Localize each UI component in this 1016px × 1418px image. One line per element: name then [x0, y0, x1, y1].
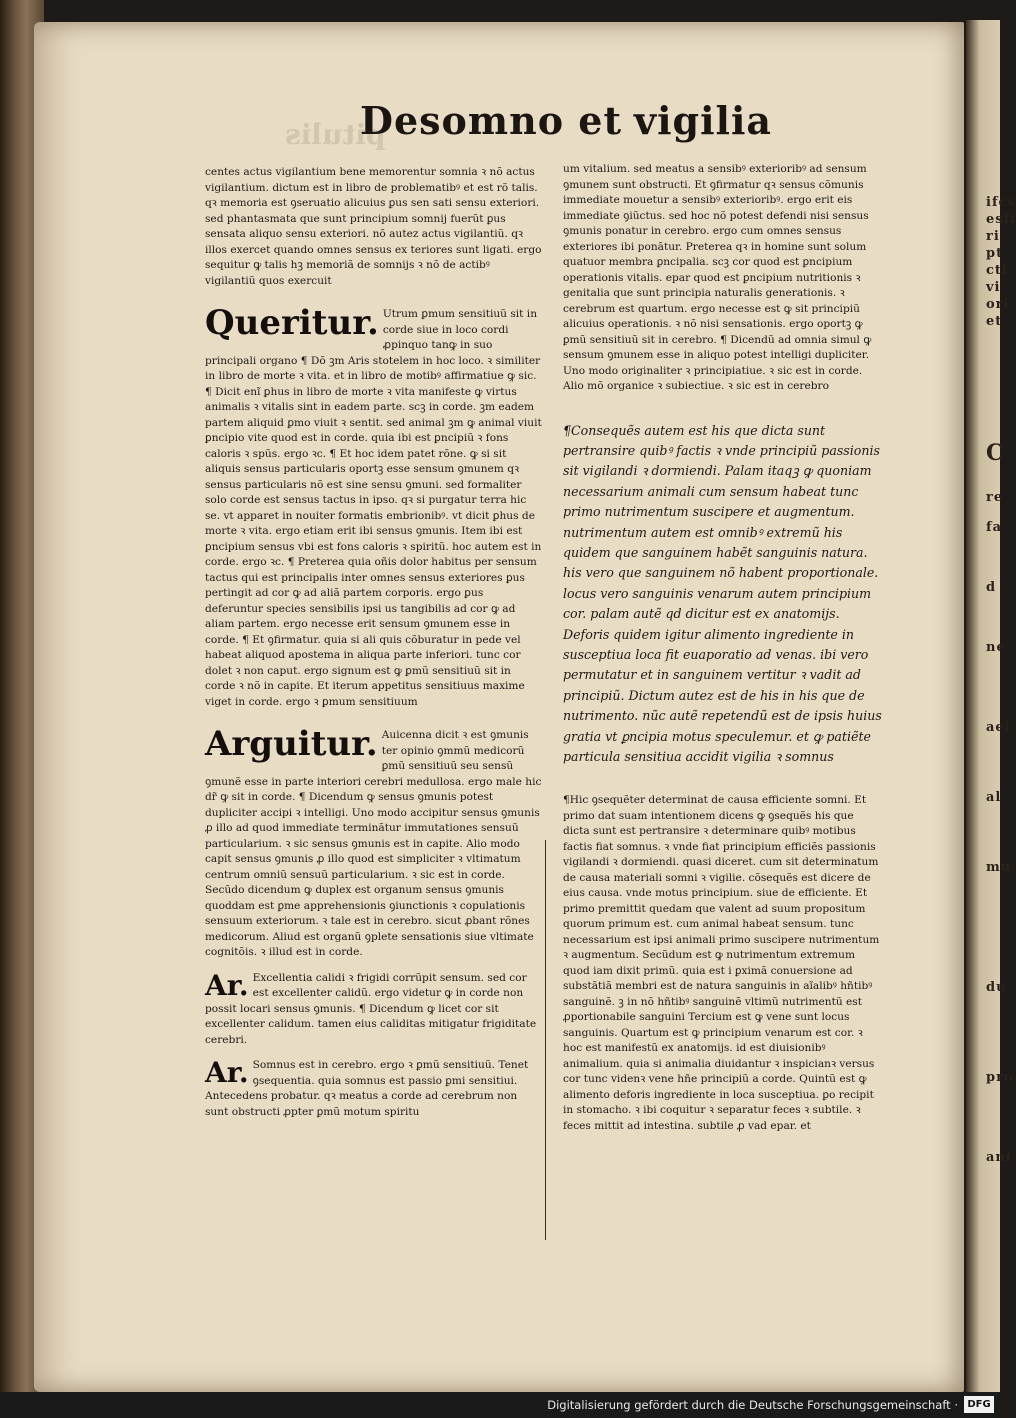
right-paragraph-3-commentary: ¶Hic ꝯsequẽter determinat de causa efficiente somni. Et primo dat suam intentionem dicens ꝙ ꝯsequẽs his que dicta sunt est pertransire ꝛ determinare quibꝰ motibus factis fiat somnus. ꝛ vnde fiat principium efficiẽs passionis vigilandi ꝛ dormiendi. quasi diceret. cum sit determinatum de causa materiali somni ꝛ vigilie. cõsequẽs est dicere de eius causa. vnde motus principium. siue de efficiente. Et primo premittit quedam que valent ad suum propositum quorum primum est. cum animal habeat sensum. tunc necessarium est ipsi animali primo suscipere nutrimentum ꝛ augmentum. Secũdum est ꝙ nutrimentum extremum quod iam dixit primũ. quia est i ꝑximã conuersione ad substãtiã membri est de natura sanguinis in aĩalibꝰ hñtibꝰ sanguinẽ. ꝫ in nõ hñtibꝰ sanguinẽ vltimũ nutrimentũ est ꝓportionabile sanguini Tercium est ꝙ vene sunt locus sanguinis. Quartum est ꝙ principium venarum est cor. ꝛ hoc est manifestũ ex anatomijs. id est diuisionibꝰ animalium. quia si animalia diuidantur ꝛ inspicianꝛ versus cor tunc videnꝛ vene hñe principiũ a corde. Quintũ est ꝙ alimento deforis ingrediente in loca susceptiua. ꝑo recipit in stomacho. ꝛ ibi coquitur ꝛ separatur feces ꝛ subtile. ꝛ feces mittit ad intestina. subtile ꝓ vad epar. et — [563, 794, 880, 1132]
next-page-fragment: ori — [986, 297, 1010, 312]
next-page-edge — [966, 20, 1016, 1392]
next-page-fragment: ifcs — [986, 195, 1016, 210]
left-paragraph-1: centes actus vigilantium bene memorentur somnia ꝛ nõ actus vigilantium. dictum est in libro de problematibꝰ et est rõ talis. qꝛ memoria est ꝯseruatio alicuius ꝑus sen sati sensu exteriori. sed phantasmata que sunt principium somnij fuerũt ꝑus sensata aliquo sensu exteriori. nõ autez actus vigilantiũ. qꝛ illos exercet quando omnes sensus ex teriores sunt ligati. ergo sequitur ꝙ talis hꝫ memoriã de somnijs ꝛ nõ de actibꝰ vigilantiũ quos exercuit — [205, 166, 542, 287]
footer-credit: Digitalisierung gefördert durch die Deutsche Forschungsgemeinschaft · — [547, 1398, 958, 1412]
left-paragraph-4-text: Excellentia calidi ꝛ frigidi corrũpit sensum. sed cor est excellenter calidũ. ergo videtur ꝙ in corde non possit locari sensus ꝯmunis. ¶ Dicendum ꝙ licet cor sit excellenter calidum. tamen eius caliditas mitigatur frigiditate cerebri. — [205, 971, 537, 1046]
next-page-fragment: fa — [986, 520, 1003, 535]
next-page-fragment: cti — [986, 263, 1008, 278]
margin-bracket — [545, 840, 552, 1240]
drop-initial-ar-2: Ar. — [205, 1056, 249, 1089]
running-head-right: vigilia — [634, 98, 773, 143]
next-page-fragment: ne — [986, 640, 1006, 655]
next-page-fragment: vi — [986, 280, 1001, 295]
bleed-through-text: pitulis — [285, 118, 386, 151]
left-paragraph-5 — [205, 1058, 542, 1120]
left-paragraph-2-text: Utrum ꝑmum sensitiuũ sit in corde siue in loco cordi ꝓpinquo tanꝙ in suo principali organo ¶ Dõ ꝫm Aris stotelem in hoc loco. ꝛ similiter in libro de morte ꝛ vita. et in libro de motibꝰ affirmatiue ꝙ sic. ¶ Dicit enĩ ꝑhus in libro de morte ꝛ vita manifeste ꝙ virtus animalis ꝛ vitalis sint in eadem parte. scꝫ in corde. ꝫm eadem partem aliquid ꝑmo viuit ꝛ sentit. sed animal ꝫm ꝙ animal viuit ꝑncipio vite quod est in corde. quia ibi est ꝑncipiũ ꝛ fons caloris ꝛ spũs. ergo ꝛc. ¶ Et hoc idem patet rõne. ꝙ si sit aliquis sensus particularis oportꝫ esse sensum ꝯmunem qꝛ sensus particularis nõ est sine sensu ꝯmuni. sed formaliter solo corde est sensus tactus in ipso. qꝛ si purgatur terra hic se. vt apparet in nouiter formatis embrionibꝰ. vt dicit ꝑhus de morte ꝛ vita. ergo etiam erit ibi sensus ꝯmunis. Item ibi est ꝑncipium sensus vbi est fons caloris ꝛ spiritũ. hoc autem est in corde. ergo ꝛc. ¶ Preterea quia oñis dolor habitus per sensum tactus qui est principalis inter omnes sensus exteriores ꝑus pertingit ad cor ꝙ ad aliã partem corporis. ergo ꝑus deferuntur species sensibilis ipsi us tangibilis ad cor ꝙ ad aliam partem. ergo necesse erit sensum ꝯmunem esse in corde. ¶ Et ꝯfirmatur. quia si ali quis cõburatur in pede vel habeat aliquod apostema in aliqua parte inferiori. tunc cor dolet ꝛ non caput. ergo signum est ꝙ ꝑmũ sensitiuũ sit in corde ꝛ nõ in capite. Et iterum appetitus sensitiuus maxime viget in corde. ergo ꝛ ꝑmum sensitiuum — [205, 308, 542, 708]
next-page-fragment: du — [986, 980, 1007, 995]
next-page-fragment: esfi — [986, 212, 1016, 227]
right-paragraph-2-main-text: ¶Consequẽs autem est his que dicta sunt pertransire quibꝰ factis ꝛ vnde principiũ passionis sit vigilandi ꝛ dormiendi. Palam itaqꝫ ꝙ quoniam necessarium animali cum sensum habeat tunc primo nutrimentum suscipere et augmentum. nutrimentum autem est omnibꝰ extremũ his quidem que sanguinem habẽt sanguinis natura. his vero que sanguinem nõ habent proportionale. locus vero sanguinis venarum autem principium cor. palam autẽ qd dicitur est ex anatomijs. Deforis quidem igitur alimento ingrediente in susceptiua loca fit euaporatio ad venas. ibi vero permutatur et in sanguinem vertitur ꝛ vadit ad principiũ. Dictum autez est de his in his que de nutrimento. nũc autẽ repetendũ est de ipsis huius gratia vt ꝑncipia motus speculemur. et ꝙ patiẽte particula sensitiua accidit vigilia ꝛ somnus — [563, 422, 882, 764]
next-page-fragment: mu — [986, 860, 1012, 875]
left-paragraph-3 — [205, 724, 542, 961]
left-paragraph-2 — [205, 303, 542, 710]
next-page-fragment: pro — [986, 1070, 1014, 1085]
running-head-left: Desomno et — [360, 98, 623, 143]
dfg-logo: DFG — [964, 1396, 994, 1413]
next-page-fragment: re — [986, 490, 1004, 505]
left-column — [205, 165, 542, 1120]
next-page-fragment: ani — [986, 1150, 1012, 1165]
next-page-fragment: aei — [986, 720, 1011, 735]
next-page-fragment: d — [986, 580, 997, 595]
next-page-fragment: al — [986, 790, 1002, 805]
right-paragraph-1: um vitalium. sed meatus a sensibꝰ exterioribꝰ ad sensum ꝯmunem sunt obstructi. Et ꝯfirmatur qꝛ sensus cõmunis immediate mouetur a sensibꝰ exterioribꝰ. ergo erit eis immediate ꝯiũctus. sed hoc nõ potest defendi nisi sensus ꝯmunis ponatur in cerebro. ergo cum omnes sensus exteriores ibi ponãtur. Preterea qꝛ in homine sunt solum quatuor membra ꝑncipalia. scꝫ cor quod est ꝑncipium operationis vitalis. epar quod est ꝑncipium nutritionis ꝛ genitalia que sunt principia naturalis generationis. ꝛ cerebrum est quartum. ergo necesse est ꝙ sit principiũ alicuius operationis. ꝛ nõ nisi sensationis. ergo oportꝫ ꝙ ꝑmũ sensitiuũ sit in cerebro. ¶ Dicendũ ad omnia simul ꝙ sensum ꝯmunem esse in aliquo potest intelligi dupliciter. Uno modo originaliter ꝛ principiatiue. ꝛ sic est in corde. Alio mõ organice ꝛ subiectiue. ꝛ sic est in cerebro — [563, 163, 872, 392]
left-paragraph-4 — [205, 968, 542, 1049]
next-page-fragment: et — [986, 314, 1003, 329]
drop-initial-arguitur: Arguitur. — [205, 724, 378, 764]
drop-initial-ar-1: Ar. — [205, 968, 249, 1002]
right-column — [563, 162, 883, 1134]
digitization-footer — [0, 1392, 1000, 1418]
left-paragraph-5-text: Somnus est in cerebro. ergo ꝛ ꝑmũ sensitiuũ. Tenet ꝯsequentia. quia somnus est passio ꝑmi sensitiui. Antecedens probatur. qꝛ meatus a corde ad cerebrum non sunt obstructi ꝓpter ꝑmũ motum spiritu — [205, 1059, 529, 1118]
next-page-fragment: pt — [986, 246, 1004, 261]
next-page-fragment: C — [986, 440, 1005, 466]
drop-initial-queritur: Queritur. — [205, 303, 379, 343]
left-paragraph-3-text: Auicenna dicit ꝛ est ꝯmunis ter opinio ꝯmmũ medicorũ ꝑmũ sensitiuũ seu sensũ ꝯmunẽ esse in parte interiori cerebri medullosa. ergo male hic dr̃ ꝙ sit in corde. ¶ Dicendum ꝙ sensus ꝯmunis potest dupliciter accipi ꝛ intelligi. Uno modo accipitur sensus ꝯmunis ꝓ illo ad quod immediate terminãtur immutationes sensuũ particularium. ꝛ sic sensus ꝯmunis est in capite. Alio modo capit sensus ꝯmunis ꝓ illo quod est simpliciter ꝛ vltimatum centrum omniũ sensuũ particularium. ꝛ sic est in corde. Secũdo dicendum ꝙ duplex est organum sensus ꝯmunis quoddam est ꝑme apprehensionis ꝯiunctionis ꝛ copulationis sensuum exteriorum. ꝛ tale est in cerebro. sicut ꝓbant rõnes medicorum. Aliud est organũ ꝯplete sensationis siue vltimate cognitõis. ꝛ illud est in corde. — [205, 729, 542, 958]
next-page-fragment: ri — [986, 229, 1000, 244]
